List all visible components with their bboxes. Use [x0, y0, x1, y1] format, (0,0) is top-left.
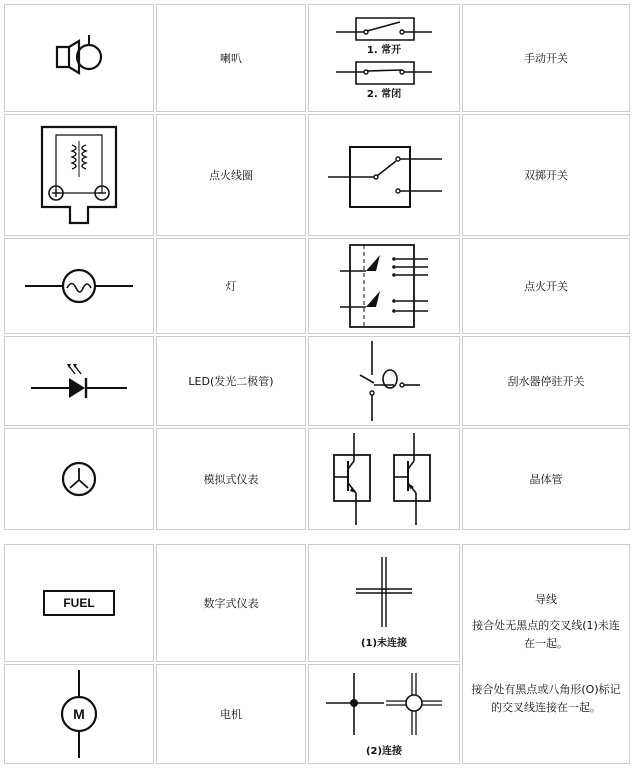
- wiper-park-switch-label: 刮水器停驻开关: [462, 336, 630, 426]
- connected-wires-symbol-cell: [308, 664, 460, 764]
- analog-meter-label: 模拟式仪表: [156, 428, 306, 530]
- wire-title: 导线: [535, 593, 557, 606]
- note-connected: 接合处有黑点或八角形(O)标记的交叉线连接在一起。: [471, 683, 621, 714]
- lamp-label: 灯: [156, 238, 306, 334]
- ignition-switch-icon: [336, 241, 432, 331]
- double-throw-switch-symbol-cell: [308, 114, 460, 236]
- manual-switch-label: 手动开关: [462, 4, 630, 112]
- ignition-coil-icon: [34, 123, 124, 227]
- lamp-icon: [23, 266, 135, 306]
- wiper-park-switch-icon: [344, 339, 424, 423]
- connected-caption: (2)连接: [365, 746, 403, 757]
- analog-meter-symbol-cell: [4, 428, 154, 530]
- horn-icon: [49, 33, 109, 83]
- ignition-coil-symbol-cell: [4, 114, 154, 236]
- normally-closed-caption: 2. 常闭: [366, 89, 402, 100]
- motor-letter: M: [73, 706, 85, 722]
- double-throw-switch-label: 双掷开关: [462, 114, 630, 236]
- motor-label: 电机: [156, 664, 306, 764]
- ignition-coil-label: 点火线圈: [156, 114, 306, 236]
- manual-switch-symbol-cell: [308, 4, 460, 112]
- digital-meter-label: 数字式仪表: [156, 544, 306, 662]
- unconnected-wires-symbol-cell: [308, 544, 460, 662]
- normally-open-caption: 1. 常开: [366, 45, 402, 56]
- transistor-symbol-cell: [308, 428, 460, 530]
- normally-closed-switch-icon: [334, 58, 434, 88]
- lamp-symbol-cell: [4, 238, 154, 334]
- led-symbol-cell: [4, 336, 154, 426]
- digital-meter-symbol-cell: [4, 544, 154, 662]
- crossing-wires-connected-icon: [324, 669, 444, 739]
- double-throw-switch-icon: [324, 139, 444, 211]
- analog-meter-icon: [59, 459, 99, 499]
- motor-symbol-cell: [4, 664, 154, 764]
- transistor-icon: [328, 431, 440, 527]
- led-icon: [29, 356, 129, 406]
- horn-label: 喇叭: [156, 4, 306, 112]
- normally-open-switch-icon: [334, 14, 434, 44]
- note-unconnected: 接合处无黑点的交叉线(1)未连在一起。: [472, 619, 620, 650]
- ignition-switch-symbol-cell: [308, 238, 460, 334]
- wire-notes-cell: [462, 544, 630, 764]
- horn-symbol-cell: [4, 4, 154, 112]
- crossing-wires-unconnected-icon: [354, 555, 414, 629]
- led-label: LED(发光二极管): [156, 336, 306, 426]
- ignition-switch-label: 点火开关: [462, 238, 630, 334]
- motor-icon: [59, 668, 99, 760]
- fuel-display-icon: [43, 590, 115, 616]
- transistor-label: 晶体管: [462, 428, 630, 530]
- unconnected-caption: (1)未连接: [360, 638, 408, 649]
- fuel-text: FUEL: [63, 596, 95, 610]
- wiper-park-switch-symbol-cell: [308, 336, 460, 426]
